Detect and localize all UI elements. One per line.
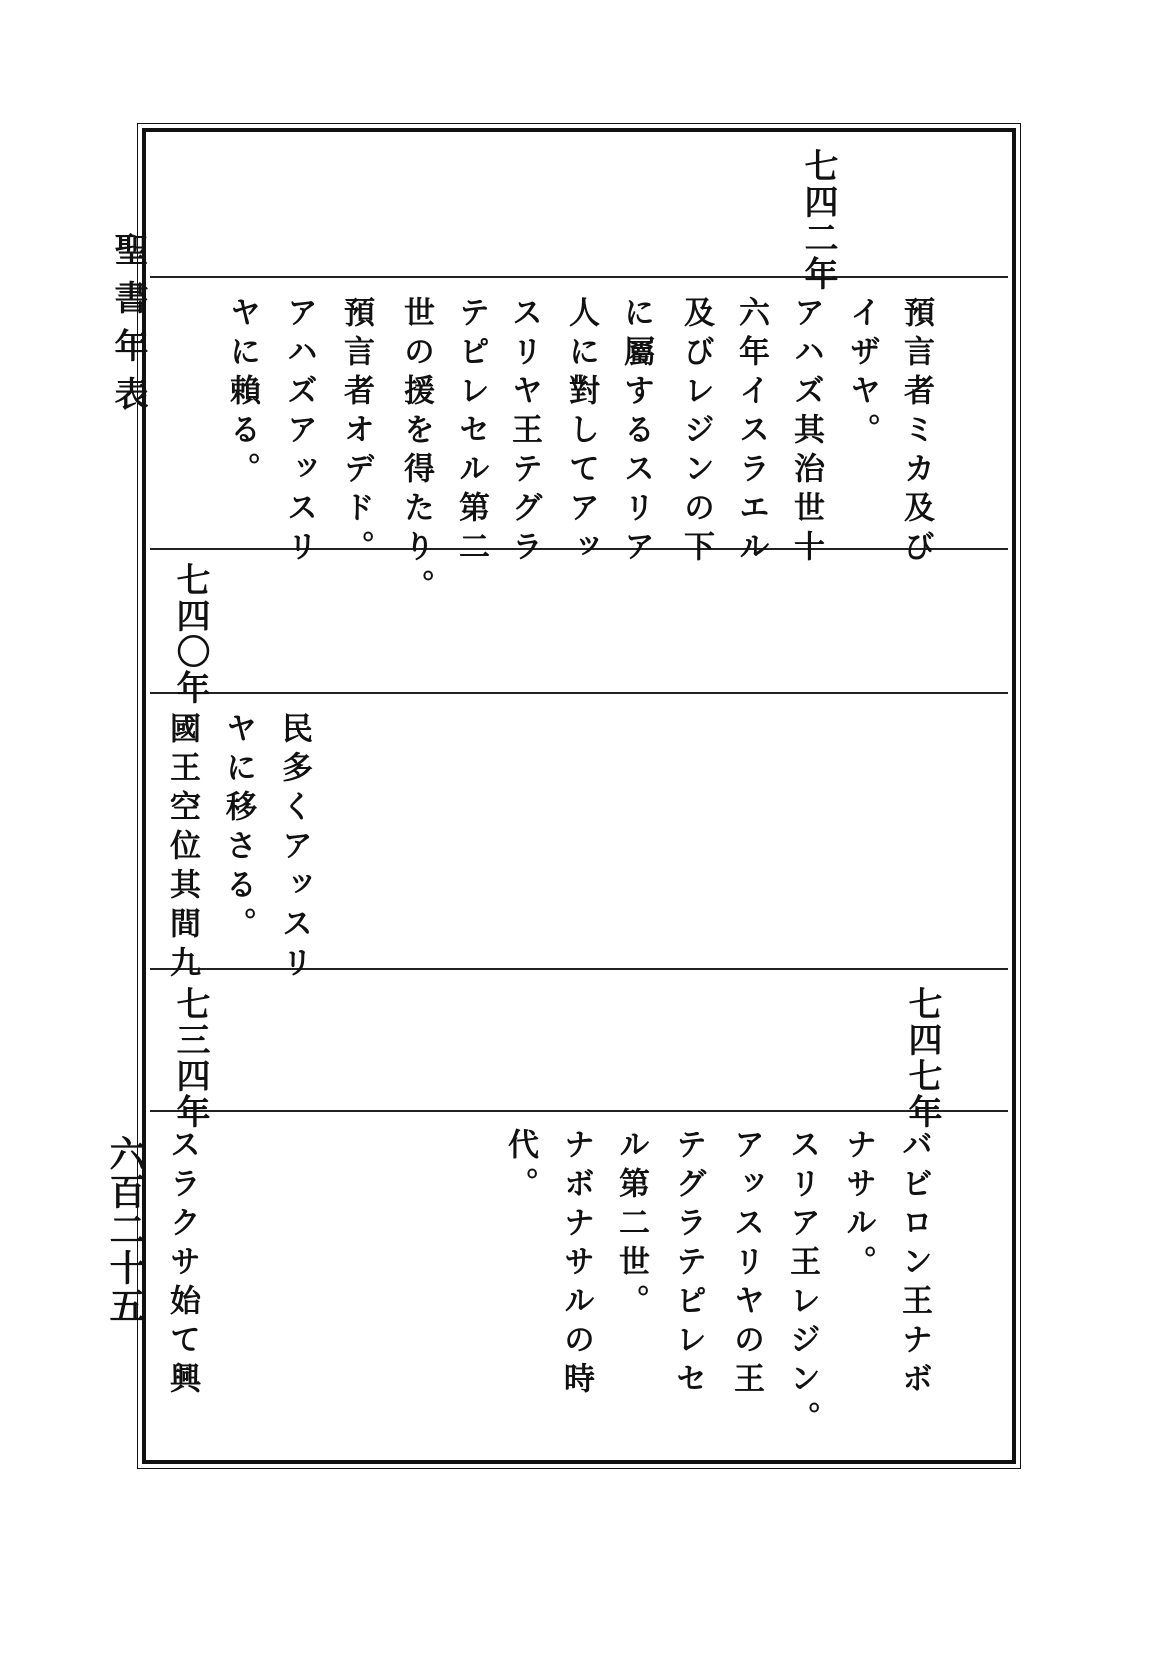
entry-742-line-8: スリヤ王テグラ: [506, 296, 542, 569]
entry-747-line-7: ナボナサルの時: [558, 1128, 594, 1401]
entry-740-line-2: ヤに移さる。: [220, 712, 256, 946]
running-title: 聖書年表: [108, 232, 148, 424]
row-divider: [150, 1110, 1008, 1112]
entry-742-line-2: イザヤ。: [844, 296, 880, 452]
entry-742-line-7: 人に對してアッ: [563, 296, 599, 569]
entry-742-line-5: 及びレジンの下: [678, 296, 714, 569]
entry-742-line-1: 預言者ミカ及び: [898, 296, 934, 569]
entry-747-line-4: アッスリヤの王: [728, 1128, 764, 1401]
year-742: 七四二年: [798, 148, 838, 292]
entry-742-line-9: テピレセル第二: [453, 296, 489, 569]
entry-742-line-3: アハズ其治世十: [788, 296, 824, 569]
entry-742-line-4: 六年イスラエル: [733, 296, 769, 569]
entry-742-line-6: に屬するスリア: [618, 296, 654, 569]
year-747: 七四七年: [902, 986, 942, 1130]
entry-747-line-1: バビロン王ナボ: [896, 1128, 932, 1401]
entry-742-line-13: ヤに賴る。: [224, 296, 260, 491]
year-734: 七三四年: [170, 986, 210, 1130]
entry-747-line-8: 代。: [502, 1128, 538, 1206]
page-number: 六百二十五: [104, 1135, 146, 1325]
entry-747-line-2: ナサル。: [840, 1128, 876, 1284]
entry-742-line-10: 世の援を得たり。: [398, 296, 434, 608]
year-740: 七四〇年: [170, 562, 210, 706]
entry-747-line-5: テグラテピレセ: [670, 1128, 706, 1401]
entry-740-line-3: 國王空位其間九: [164, 712, 200, 985]
entry-742-line-12: アハズアッスリ: [281, 296, 317, 569]
entry-742-line-11: 預言者オデド。: [338, 296, 374, 569]
entry-740-line-1: 民多くアッスリ: [276, 712, 312, 985]
row-divider: [150, 276, 1008, 278]
entry-734-line-1: スラクサ始て興: [164, 1128, 200, 1401]
entry-747-line-3: スリア王レジン。: [784, 1128, 820, 1440]
entry-747-line-6: ル第二世。: [613, 1128, 649, 1323]
row-divider: [150, 692, 1008, 694]
